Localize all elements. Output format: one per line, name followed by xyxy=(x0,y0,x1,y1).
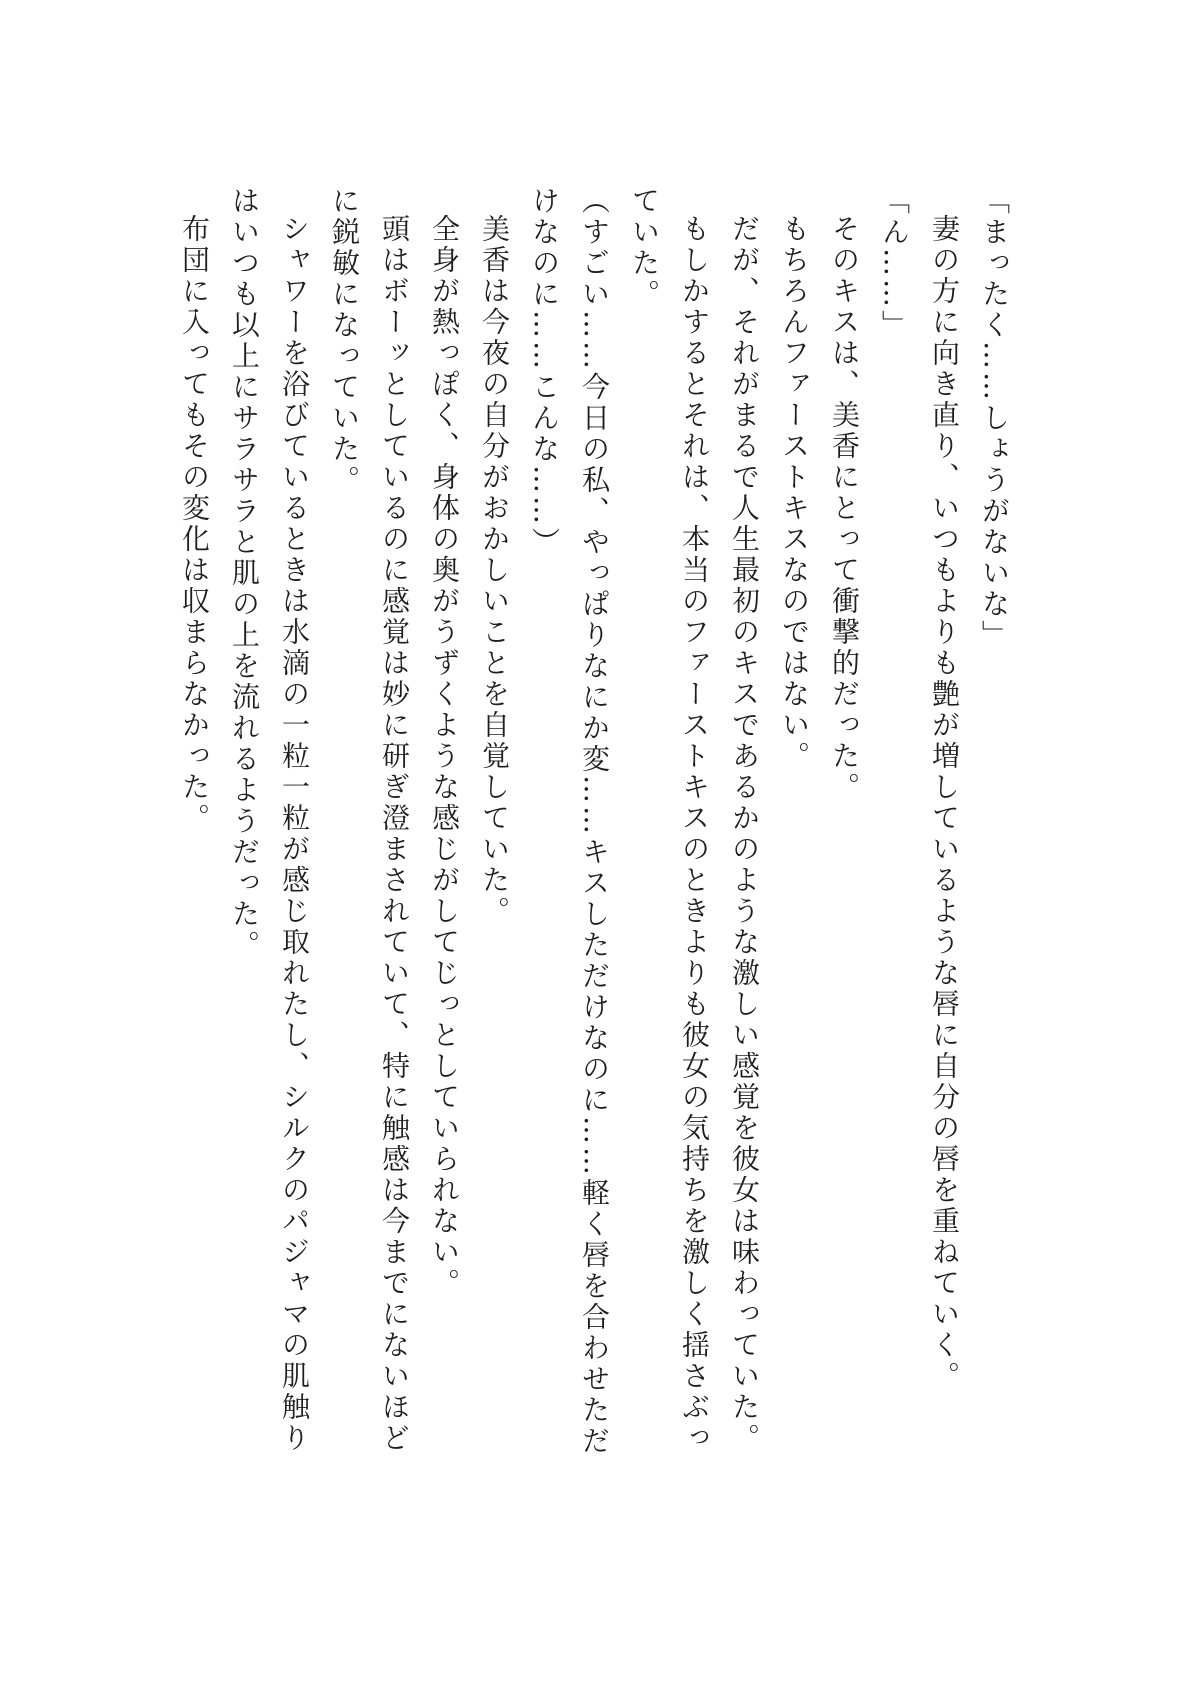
paragraph: 全身が熱っぽく、身体の奥がうずくような感じがしてじっとしていられない。 xyxy=(428,214,461,1299)
paragraph: もしかするとそれは、本当のファーストキスのときよりも彼女の気持ちを激しく揺さぶっていた。 xyxy=(628,186,711,1454)
paragraph: もちろんファーストキスなのではない。 xyxy=(778,214,811,772)
paragraph: そのキスは、美香にとって衝撃的だった。 xyxy=(828,214,861,803)
paragraph: 「まったく……しょうがないな」 xyxy=(978,186,1011,651)
paragraph: 美香は今夜の自分がおかしいことを自覚していた。 xyxy=(478,214,511,927)
paragraph: シャワーを浴びているときは水滴の一粒一粒が感じ取れたし、シルクのパジャマの肌触りはいつも以上にサラサラと肌の上を流れるようだった。 xyxy=(228,186,311,1454)
paragraph: 「ん……」 xyxy=(878,186,911,341)
paragraph: 頭はボーッとしているのに感覚は妙に研ぎ澄まされていて、特に触感は今までにないほどに鋭敏になっていた。 xyxy=(328,186,411,1454)
vertical-text-block xyxy=(165,186,1019,1462)
paragraph: 布団に入ってもその変化は収まらなかった。 xyxy=(178,214,211,834)
paragraph: （すごい……今日の私、やっぱりなにか変……キスしただけなのに……軽く唇を合わせただけなのに……こんな……） xyxy=(528,186,611,1457)
paragraph: だが、それがまるで人生最初のキスであるかのような激しい感覚を彼女は味わっていた。 xyxy=(728,214,761,1454)
paragraph: 妻の方に向き直り、いつもよりも艶が増しているような唇に自分の唇を重ねていく。 xyxy=(928,214,961,1392)
